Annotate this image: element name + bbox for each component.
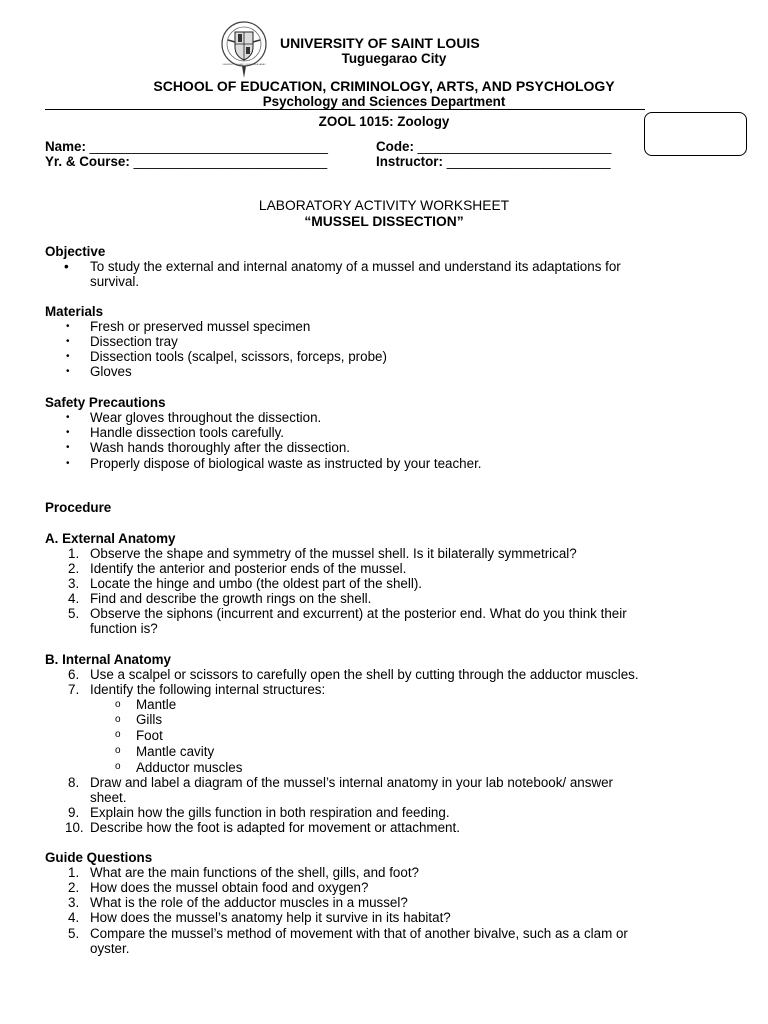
sub-bullet-icon: o: [115, 729, 121, 740]
header-divider: [45, 109, 645, 110]
bullet-icon: •: [66, 442, 70, 453]
sub-list-item: Gills: [136, 712, 163, 727]
sub-list-item: Mantle: [136, 697, 177, 712]
list-item: Fresh or preserved mussel specimen: [90, 319, 311, 334]
list-number: 8.: [68, 775, 80, 790]
list-item: What is the role of the adductor muscles in a mussel?: [90, 895, 408, 910]
list-number: 6.: [68, 667, 80, 682]
code-box: [644, 112, 747, 156]
objective-heading: Objective: [45, 244, 106, 259]
sub-bullet-icon: o: [115, 714, 121, 725]
list-number: 5.: [68, 926, 80, 941]
university-name: UNIVERSITY OF SAINT LOUIS: [280, 35, 480, 51]
bullet-icon: •: [66, 336, 70, 347]
list-number: 3.: [68, 576, 80, 591]
sub-list-item: Foot: [136, 728, 163, 743]
list-item: Draw and label a diagram of the mussel’s internal anatomy in your lab notebook/ answer: [90, 775, 614, 790]
list-item: Use a scalpel or scissors to carefully open the shell by cutting through the adductor muscles.: [90, 667, 639, 682]
bullet-icon: •: [66, 412, 70, 423]
list-number: 7.: [68, 682, 80, 697]
list-item: Compare the mussel’s method of movement with that of another bivalve, such as a clam or: [90, 926, 628, 941]
worksheet-title: “MUSSEL DISSECTION”: [304, 214, 464, 229]
sub-list-item: Adductor muscles: [136, 760, 243, 775]
list-item: What are the main functions of the shell, gills, and foot?: [90, 865, 419, 880]
code-label: Code:: [376, 139, 414, 154]
list-item: Properly dispose of biological waste as instructed by your teacher.: [90, 456, 482, 471]
list-item: Wash hands thoroughly after the dissection.: [90, 440, 351, 455]
name-blank: ________________________________: [89, 139, 328, 154]
list-number: 1.: [68, 546, 80, 561]
list-number: 4.: [68, 910, 80, 925]
objective-line-1: To study the external and internal anatomy of a mussel and understand its adaptations for: [90, 259, 621, 274]
list-number: 3.: [68, 895, 80, 910]
worksheet-type: LABORATORY ACTIVITY WORKSHEET: [258, 198, 510, 213]
instructor-field[interactable]: [376, 154, 611, 169]
yr-course-blank: __________________________: [133, 154, 328, 169]
list-item: Handle dissection tools carefully.: [90, 425, 285, 440]
list-item: Dissection tray: [90, 334, 178, 349]
list-item-continuation: function is?: [90, 621, 158, 636]
materials-heading: Materials: [45, 304, 104, 319]
yr-course-label: Yr. & Course:: [45, 154, 130, 169]
guide-questions-heading: Guide Questions: [45, 850, 153, 865]
safety-heading: Safety Precautions: [45, 395, 166, 410]
internal-anatomy-heading: B. Internal Anatomy: [45, 652, 171, 667]
sub-list-item: Mantle cavity: [136, 744, 215, 759]
list-item: Identify the anterior and posterior ends of the mussel.: [90, 561, 407, 576]
list-item: Identify the following internal structures:: [90, 682, 326, 697]
list-item-continuation: sheet.: [90, 790, 127, 805]
course-title: ZOOL 1015: Zoology: [318, 114, 450, 129]
bullet-icon: •: [66, 366, 70, 377]
department-name: Psychology and Sciences Department: [262, 94, 506, 109]
instructor-blank: ______________________: [446, 154, 611, 169]
objective-line-2: survival.: [90, 274, 140, 289]
university-seal-logo: [220, 20, 268, 80]
list-item: Wear gloves throughout the dissection.: [90, 410, 322, 425]
bullet-icon: •: [66, 427, 70, 438]
list-number: 2.: [68, 561, 80, 576]
list-item: Explain how the gills function in both respiration and feeding.: [90, 805, 450, 820]
bullet-icon: •: [66, 458, 70, 469]
bullet-icon: •: [66, 321, 70, 332]
list-item-continuation: oyster.: [90, 941, 130, 956]
procedure-heading: Procedure: [45, 500, 112, 515]
list-number: 1.: [68, 865, 80, 880]
name-field[interactable]: [45, 139, 328, 154]
school-name: SCHOOL OF EDUCATION, CRIMINOLOGY, ARTS, AND PSYCHOLOGY: [153, 78, 615, 94]
sub-bullet-icon: o: [115, 761, 121, 772]
name-label: Name:: [45, 139, 86, 154]
sub-bullet-icon: o: [115, 699, 121, 710]
list-number: 5.: [68, 606, 80, 621]
instructor-label: Instructor:: [376, 154, 443, 169]
list-number: 2.: [68, 880, 80, 895]
objective-bullet: •: [64, 259, 69, 274]
list-item: Find and describe the growth rings on the shell.: [90, 591, 372, 606]
yr-course-field[interactable]: [45, 154, 327, 169]
city: Tuguegarao City: [341, 51, 447, 66]
list-item: Observe the siphons (incurrent and excurrent) at the posterior end. What do you think their: [90, 606, 627, 621]
seal-text: UNIVERSITY OF SAINT LOUIS TUGUEGARAO: [222, 64, 266, 66]
list-number: 10.: [65, 820, 84, 835]
list-item: Dissection tools (scalpel, scissors, forceps, probe): [90, 349, 387, 364]
bullet-icon: •: [66, 351, 70, 362]
list-item: How does the mussel’s anatomy help it survive in its habitat?: [90, 910, 451, 925]
list-number: 4.: [68, 591, 80, 606]
list-item: Observe the shape and symmetry of the mussel shell. Is it bilaterally symmetrical?: [90, 546, 577, 561]
list-item: How does the mussel obtain food and oxygen?: [90, 880, 369, 895]
code-field[interactable]: [376, 139, 611, 154]
external-anatomy-heading: A. External Anatomy: [45, 531, 176, 546]
sub-bullet-icon: o: [115, 745, 121, 756]
list-item: Gloves: [90, 364, 132, 379]
code-blank: __________________________: [417, 139, 612, 154]
list-number: 9.: [68, 805, 80, 820]
list-item: Locate the hinge and umbo (the oldest part of the shell).: [90, 576, 423, 591]
list-item: Describe how the foot is adapted for movement or attachment.: [90, 820, 460, 835]
